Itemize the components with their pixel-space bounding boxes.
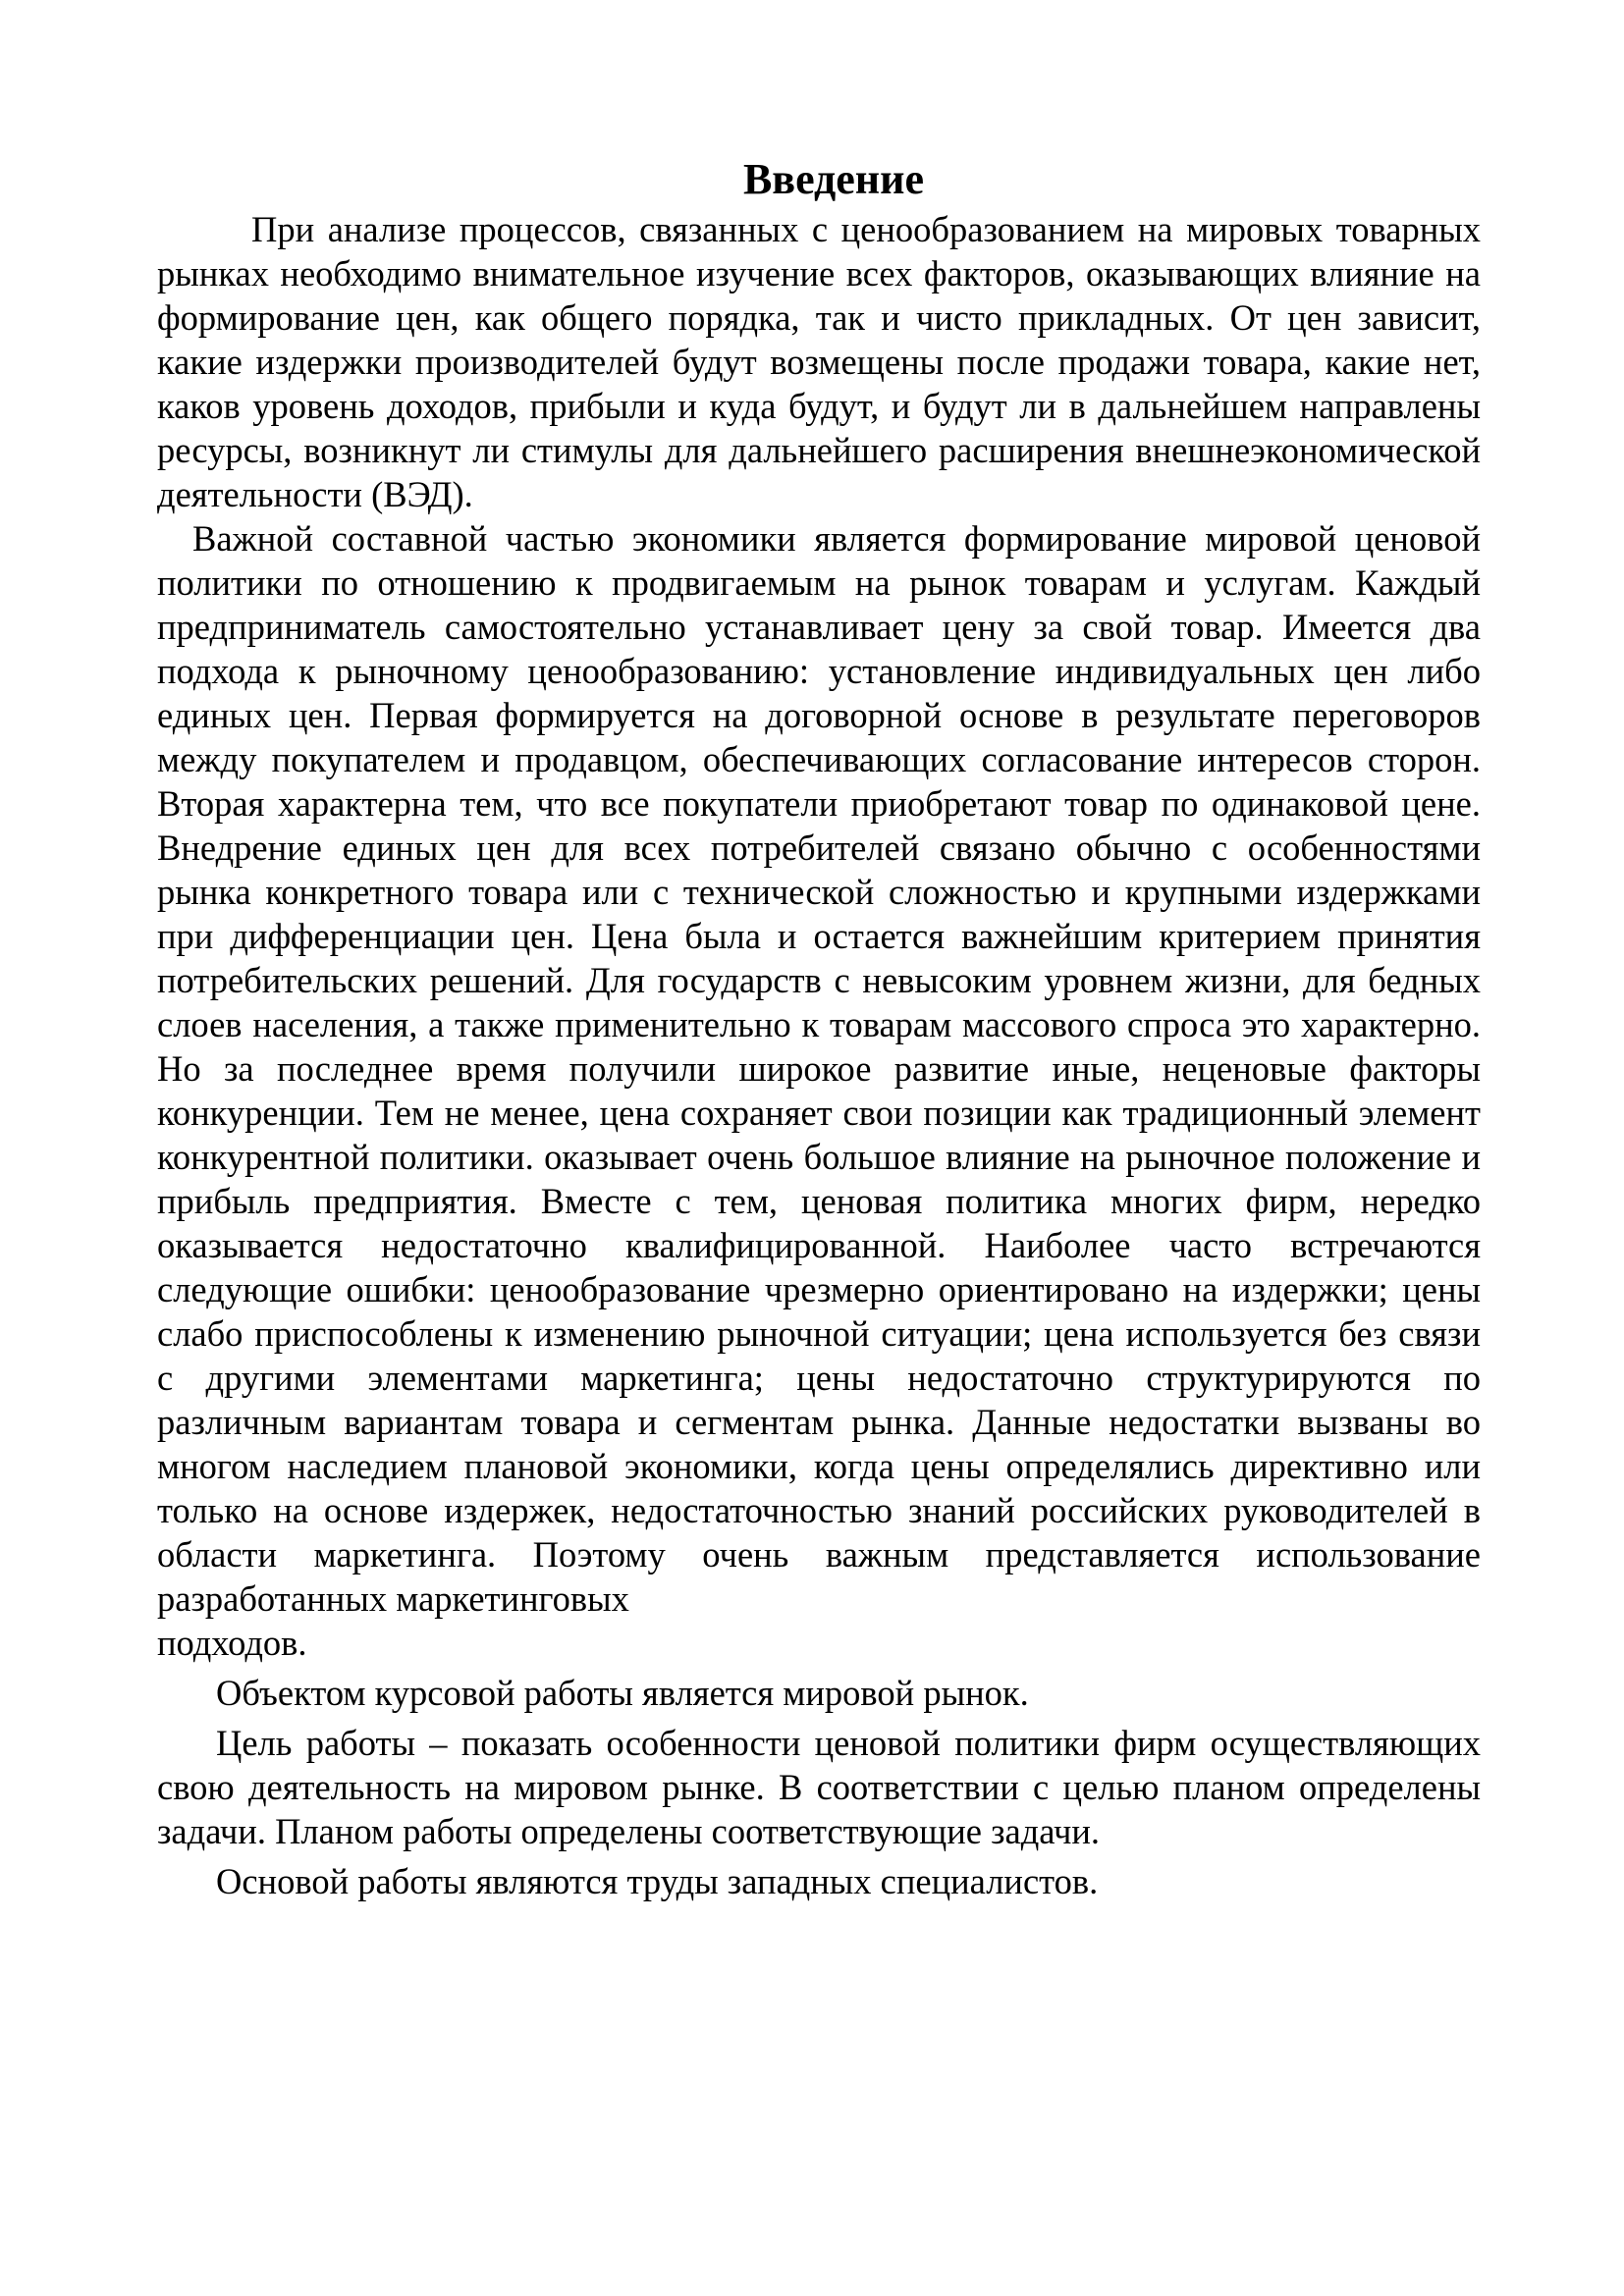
paragraph-basis: Основой работы являются труды западных специалистов. [216,1861,1099,1901]
paragraph-goal: Цель работы – показать особенности ценовой политики фирм осуществляющих свою деятельность на мировом рынке. В соответствии с целью планом определены задачи. Планом работы определены соответствующие задачи. [157,1723,1481,1851]
page-title: Введение [742,155,925,203]
paragraph-pricing-policy: Важной составной частью экономики является формирование мировой ценовой политики по отношению к продвигаемым на рынок товарам и услугам. Каждый предприниматель самостоятельно устанавливает цену за свой товар. Имеется два подхода к рыночному ценообразованию: установление индивидуальных цен либо единых цен. Первая формируется на договорной основе в результате переговоров между покупателем и продавцом, обеспечивающих согласование интересов сторон. Вторая характерна тем, что все покупатели приобретают товар по одинаковой цене. Внедрение единых цен для всех потребителей связано обычно с особенностями рынка конкретного товара или с технической сложностью и крупными издержками при дифференциации цен. Цена была и остается важнейшим критерием принятия потребительских решений. Для государств с невысоким уровнем жизни, для бедных слоев населения, а также применительно к товарам массового спроса это характерно. Но за последнее время получили широкое развитие иные, неценовые факторы конкуренции. Тем не менее, цена сохраняет свои позиции как традиционный элемент конкурентной политики. оказывает очень большое влияние на рыночное положение и прибыль предприятия. Вместе с тем, ценовая политика многих фирм, нередко оказывается недостаточно квалифицированной. Наиболее часто встречаются следующие ошибки: ценообразование чрезмерно ориентировано на издержки; цены слабо приспособлены к изменению рыночной ситуации; цена используется без связи с другими элементами маркетинга; цены недостаточно структурируются по различным вариантам товара и сегментам рынка. Данные недостатки вызваны во многом наследием плановой экономики, когда цены определялись директивно или только на основе издержек, недостаточностью знаний российских руководителей в области маркетинга. Поэтому очень важным представляется использование разработанных маркетинговых [157,518,1481,1619]
paragraph-pricing-policy-continuation: подходов. [157,1623,307,1663]
paragraph-intro: При анализе процессов, связанных с ценообразованием на мировых товарных рынках необходимо внимательное изучение всех факторов, оказывающих влияние на формирование цен, как общего порядка, так и чисто прикладных. От цен зависит, какие издержки производителей будут возмещены после продажи товара, какие нет, каков уровень доходов, прибыли и куда будут, и будут ли в дальнейшем направлены ресурсы, возникнут ли стимулы для дальнейшего расширения внешнеэкономической деятельности (ВЭД). [157,209,1481,514]
document-page [157,152,1481,1903]
paragraph-object: Объектом курсовой работы является мировой рынок. [216,1673,1029,1713]
